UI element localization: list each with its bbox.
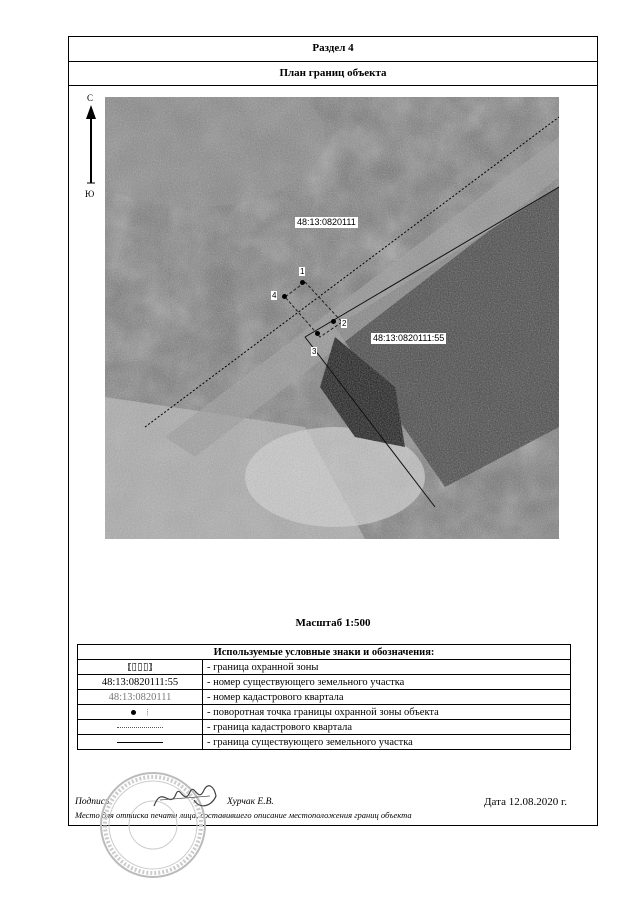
dotted-line-icon <box>117 727 163 728</box>
signature-label: Подпись <box>75 797 110 807</box>
legend-row <box>78 735 571 750</box>
point-label-2: 2 <box>342 319 347 328</box>
legend-text: - номер кадастрового квартала <box>203 690 571 705</box>
document-frame <box>68 36 598 826</box>
legend-text: - номер существующего земельного участка <box>203 675 571 690</box>
section-header: Раздел 4 <box>69 37 597 62</box>
solid-line-icon <box>117 742 163 743</box>
legend-symbol-parcel: 48:13:0820111:55 <box>78 675 203 690</box>
map-image <box>105 97 559 539</box>
legend-text: - граница кадастрового квартала <box>203 720 571 735</box>
handwritten-signature-icon <box>150 776 220 816</box>
legend-text: - граница охранной зоны <box>203 660 571 675</box>
legend-row <box>78 660 571 675</box>
legend-text: - граница существующего земельного участка <box>203 735 571 750</box>
signer-name: Хурчак Е.В. <box>227 797 274 807</box>
parcel-label: 48:13:0820111:55 <box>373 333 445 343</box>
map-scale: Масштаб 1:500 <box>295 617 371 629</box>
seal-caption: Место для оттиска печати лица, составившего описание местоположения границ объекта <box>75 810 412 820</box>
point-label-1: 1 <box>300 267 305 276</box>
legend-symbol-point <box>78 705 203 720</box>
document-date: Дата 12.08.2020 г. <box>484 796 567 808</box>
plan-title: План границ объекта <box>69 61 597 86</box>
legend-table <box>77 644 571 750</box>
north-arrow-icon <box>83 105 99 187</box>
legend-row <box>78 675 571 690</box>
turning-point-1 <box>300 280 305 285</box>
turning-point-icon <box>131 710 136 715</box>
satellite-map <box>105 97 559 539</box>
legend-symbol-quarter: 48:13:0820111 <box>78 690 203 705</box>
turning-point-4 <box>282 294 287 299</box>
protection-zone-symbol-icon <box>128 663 152 671</box>
turning-point-3 <box>315 331 320 336</box>
legend-text: - поворотная точка границы охранной зоны объекта <box>203 705 571 720</box>
legend-row <box>78 705 571 720</box>
north-arrow <box>83 93 103 203</box>
point-label-3: 3 <box>312 347 317 356</box>
turning-point-2 <box>331 319 336 324</box>
legend-row <box>78 720 571 735</box>
legend-symbol-zone <box>78 660 203 675</box>
north-label: С <box>87 93 94 103</box>
south-label: Ю <box>85 189 95 199</box>
point-number-icon: ⁞ <box>146 707 149 718</box>
legend-symbol-quarter-border <box>78 720 203 735</box>
point-label-4: 4 <box>272 291 277 300</box>
legend-row <box>78 690 571 705</box>
legend-title: Используемые условные знаки и обозначения: <box>78 645 571 660</box>
quarter-label: 48:13:0820111 <box>297 217 356 227</box>
legend-symbol-parcel-border <box>78 735 203 750</box>
